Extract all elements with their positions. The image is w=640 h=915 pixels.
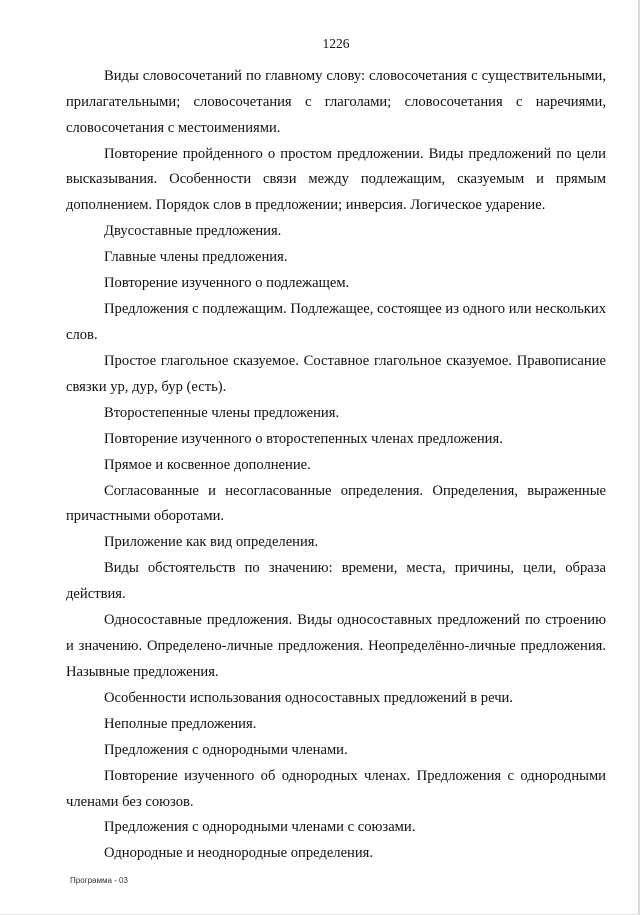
paragraph: Прямое и косвенное дополнение. [104, 456, 311, 473]
paragraph: Предложения с однородными членами с союзами. [104, 819, 416, 836]
document-body [66, 64, 606, 867]
paragraph: Приложение как вид определения. [104, 534, 319, 551]
paragraph: Двусоставные предложения. [104, 223, 282, 240]
paragraph: Повторение изученного о подлежащем. [104, 275, 350, 292]
paragraph: Виды словосочетаний по главному слову: словосочетания с существительными, прилагательными; словосочетания с глаголами; словосочетания с наречиями, словосочетания с местоимениями. [66, 68, 606, 136]
paragraph: Предложения с однородными членами. [104, 741, 348, 758]
page-number: 1226 [322, 36, 350, 51]
paragraph: Неполные предложения. [104, 715, 257, 732]
paragraph: Второстепенные члены предложения. [104, 404, 340, 421]
paragraph: Виды обстоятельств по значению: времени, места, причины, цели, образа действия. [66, 560, 606, 603]
paragraph: Повторение изученного об однородных членах. Предложения с однородными членами без союзов. [66, 767, 606, 810]
paragraph: Однородные и неоднородные определения. [104, 845, 374, 862]
paragraph: Главные члены предложения. [104, 249, 288, 266]
page-footer: Программа - 03 [70, 876, 128, 885]
paragraph: Простое глагольное сказуемое. Составное глагольное сказуемое. Правописание связки ур, дур, бур (есть). [66, 352, 606, 395]
paragraph: Повторение пройденного о простом предложении. Виды предложений по цели высказывания. Особенности связи между подлежащим, сказуемым и прямым дополнением. Порядок слов в предложении; инверсия. Логическое ударение. [66, 145, 606, 214]
paragraph: Повторение изученного о второстепенных членах предложения. [104, 430, 503, 447]
paragraph: Согласованные и несогласованные определения. Определения, выраженные причастными оборотами. [66, 482, 606, 525]
paragraph: Особенности использования односоставных предложений в речи. [104, 689, 513, 706]
paragraph: Предложения с подлежащим. Подлежащее, состоящее из одного или нескольких слов. [66, 301, 606, 343]
paragraph: Односоставные предложения. Виды односоставных предложений по строению и значению. Определено-личные предложения. Неопределённо-личные предложения. Назывные предложения. [66, 612, 606, 680]
